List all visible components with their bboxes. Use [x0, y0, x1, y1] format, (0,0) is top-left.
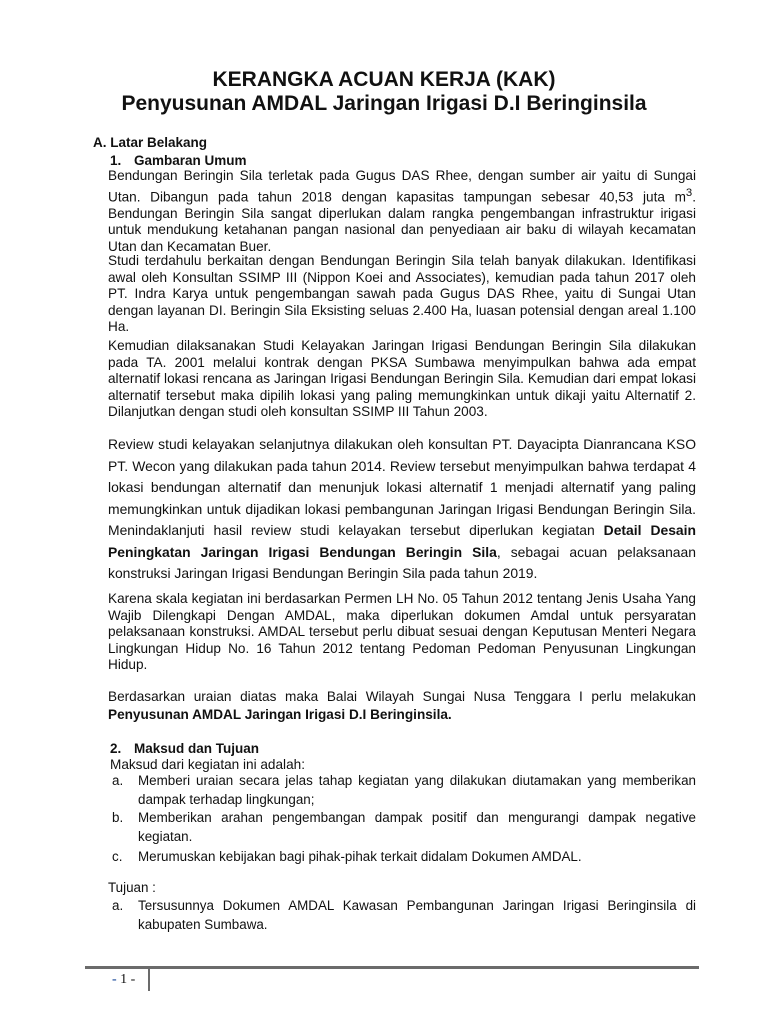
list-item [108, 848, 696, 867]
subsection-2-title: Maksud dan Tujuan [134, 741, 260, 756]
list-item [108, 809, 696, 846]
paragraph-6 [108, 688, 696, 724]
maksud-list [108, 772, 696, 867]
paragraph-4-text-b: , sebagai acuan pelaksanaan konstruksi Jaringan Irigasi Bendungan Beringin Sila pada tahun 2019. [108, 543, 696, 581]
paragraph-5: Karena skala kegiatan ini berdasarkan Permen LH No. 05 Tahun 2012 tentang Jenis Usaha Yang Wajib Dilengkapi Dengan AMDAL, maka diperlukan dokumen Amdal untuk persyaratan pelaksanaan konstruksi. AMDAL tersebut perlu dibuat sesuai dengan Keputusan Menteri Negara Lingkungan Hidup No. 16 Tahun 2012 tentang Pedoman Pedoman Penyusunan Lingkungan Hidup. [108, 591, 696, 673]
subsection-1-title: Gambaran Umum [134, 153, 247, 168]
subsection-1-heading [110, 153, 247, 168]
list-item-text: Memberi uraian secara jelas tahap kegiatan yang dilakukan diutamakan yang memberikan dampak terhadap lingkungan; [138, 773, 696, 807]
tujuan-label: Tujuan : [108, 880, 156, 895]
list-marker: a. [112, 898, 124, 913]
paragraph-4-bold: Detail Desain Peningkatan Jaringan Irigasi Bendungan Beringin Sila [108, 522, 696, 560]
list-marker: b. [112, 810, 124, 825]
page-number-dash: - [112, 972, 117, 987]
paragraph-1-superscript: 3 [685, 186, 693, 199]
footer-divider [148, 969, 150, 991]
subsection-2-heading [110, 741, 259, 756]
page-number-dash-after: - [130, 972, 136, 987]
list-item-text: Merumuskan kebijakan bagi pihak-pihak terkait didalam Dokumen AMDAL. [138, 849, 582, 864]
section-a-heading: A. Latar Belakang [93, 135, 208, 150]
list-item-text: Tersusunnya Dokumen AMDAL Kawasan Pembangunan Jaringan Irigasi Beringinsila di kabupaten Sumbawa. [138, 898, 696, 932]
paragraph-1 [108, 168, 696, 256]
list-marker: a. [112, 773, 124, 788]
paragraph-2: Studi terdahulu berkaitan dengan Bendungan Beringin Sila telah banyak dilakukan. Identifikasi awal oleh Konsultan SSIMP III (Nippon Koei and Associates), kemudian pada tahun 2017 oleh PT. Indra Karya untuk pengembangan sawah pada Gugus DAS Rhee, yaitu di Sungai Utan dengan layanan DI. Beringin Sila Eksisting seluas 2.400 Ha, luasan potensial dengan areal 1.100 Ha. [108, 253, 696, 335]
paragraph-4-text-a: Review studi kelayakan selanjutnya dilakukan oleh konsultan PT. Dayacipta Dianrancana KSO PT. Wecon yang dilakukan pada tahun 2014. Review tersebut menyimpulkan bahwa terdapat 4 lokasi bendungan alternatif dan menunjuk lokasi alternatif 1 menjadi alternatif yang paling memungkinkan untuk dijadikan lokasi pembangunan Jaringan Irigasi Bendungan Beringin Sila. Menindaklanjuti hasil review studi kelayakan tersebut diperlukan kegiatan [108, 436, 696, 538]
paragraph-4 [108, 434, 696, 585]
paragraph-3: Kemudian dilaksanakan Studi Kelayakan Jaringan Irigasi Bendungan Beringin Sila dilakukan pada TA. 2001 melalui kontrak dengan PKSA Sumbawa menyimpulkan bahwa ada empat alternatif lokasi rencana as Jaringan Irigasi Bendungan Beringin Sila. Kemudian dari empat lokasi alternatif tersebut maka dipilih lokasi yang paling memungkinkan untuk dikaji yaitu Alternatif 2. Dilanjutkan dengan studi oleh konsultan SSIMP III Tahun 2003. [108, 338, 696, 420]
subsection-2-number: 2. [110, 741, 122, 756]
list-item [108, 772, 696, 809]
maksud-intro: Maksud dari kegiatan ini adalah: [110, 757, 305, 772]
footer-rule [85, 966, 699, 969]
paragraph-1-text-b: . Bendungan Beringin Sila sangat diperlukan dalam rangka pengembangan infrastruktur irigasi untuk mendukung ketahanan pangan nasional dan penyediaan air baku di wilayah kecamatan Utan dan Kecamatan Buer. [108, 189, 696, 254]
list-item [108, 897, 696, 934]
paragraph-6-text: Berdasarkan uraian diatas maka Balai Wilayah Sungai Nusa Tenggara I perlu melakukan [108, 689, 696, 704]
paragraph-1-text-a: Bendungan Beringin Sila terletak pada Gugus DAS Rhee, dengan sumber air yaitu di Sungai Utan. Dibangun pada tahun 2018 dengan kapasitas tampungan sebesar 40,53 juta m [108, 168, 696, 205]
paragraph-6-bold: Penyusunan AMDAL Jaringan Irigasi D.I Beringinsila. [108, 707, 452, 722]
document-title: KERANGKA ACUAN KERJA (KAK) [212, 68, 556, 91]
page-number [112, 972, 135, 988]
page-number-value: 1 [120, 972, 128, 987]
subsection-1-number: 1. [110, 153, 122, 168]
tujuan-list [108, 897, 696, 934]
document-subtitle: Penyusunan AMDAL Jaringan Irigasi D.I Beringinsila [121, 92, 647, 115]
list-marker: c. [112, 849, 123, 864]
list-item-text: Memberikan arahan pengembangan dampak positif dan mengurangi dampak negative kegiatan. [138, 810, 696, 844]
